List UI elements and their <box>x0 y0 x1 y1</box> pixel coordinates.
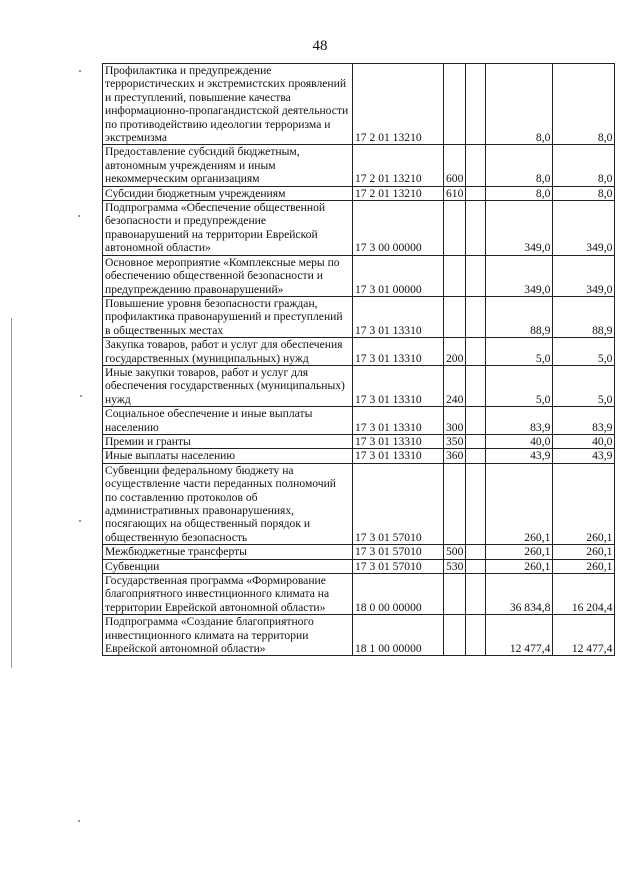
table-row <box>103 64 615 145</box>
target-code-cell: 17 3 01 57010 <box>353 545 444 559</box>
expense-type-cell: 350 <box>444 434 466 448</box>
expense-type-cell <box>444 615 466 656</box>
expense-type-cell: 300 <box>444 407 466 435</box>
amount-year1-cell: 88,9 <box>486 296 553 337</box>
empty-cell <box>466 545 486 559</box>
amount-year2-cell: 43,9 <box>553 449 615 463</box>
amount-year1-cell: 349,0 <box>486 201 553 256</box>
target-code-cell: 17 3 01 57010 <box>353 559 444 573</box>
row-name-cell: Премии и гранты <box>103 434 353 448</box>
scan-speck <box>78 820 80 822</box>
amount-year2-cell: 16 204,4 <box>553 574 615 615</box>
amount-year2-cell: 5,0 <box>553 338 615 366</box>
row-name-cell: Предоставление субсидий бюджетным, автономным учреждениям и иным некоммерческим организациям <box>103 145 353 186</box>
empty-cell <box>466 201 486 256</box>
empty-cell <box>466 463 486 544</box>
expense-type-cell <box>444 64 466 145</box>
expense-type-cell <box>444 574 466 615</box>
scan-speck <box>79 70 81 72</box>
table-row <box>103 365 615 406</box>
empty-cell <box>466 186 486 200</box>
target-code-cell: 17 2 01 13210 <box>353 145 444 186</box>
table-row <box>103 255 615 296</box>
amount-year1-cell: 260,1 <box>486 545 553 559</box>
amount-year2-cell: 260,1 <box>553 463 615 544</box>
target-code-cell: 18 1 00 00000 <box>353 615 444 656</box>
target-code-cell: 17 3 01 13310 <box>353 434 444 448</box>
amount-year2-cell: 349,0 <box>553 255 615 296</box>
table-row <box>103 296 615 337</box>
target-code-cell: 17 3 01 13310 <box>353 296 444 337</box>
amount-year1-cell: 8,0 <box>486 186 553 200</box>
expense-type-cell: 500 <box>444 545 466 559</box>
table-row <box>103 186 615 200</box>
row-name-cell: Профилактика и предупреждение террористических и экстремистских проявлений и преступлений, повышение качества информационно-пропагандистской деятельности по противодействию идеологии терроризма и экстремизма <box>103 64 353 145</box>
empty-cell <box>466 365 486 406</box>
empty-cell <box>466 64 486 145</box>
amount-year1-cell: 260,1 <box>486 463 553 544</box>
scan-speck <box>79 520 81 522</box>
amount-year2-cell: 8,0 <box>553 145 615 186</box>
table-row <box>103 559 615 573</box>
target-code-cell: 17 3 01 13310 <box>353 407 444 435</box>
amount-year1-cell: 83,9 <box>486 407 553 435</box>
expense-type-cell: 360 <box>444 449 466 463</box>
target-code-cell: 17 2 01 13210 <box>353 186 444 200</box>
row-name-cell: Субвенции <box>103 559 353 573</box>
target-code-cell: 17 3 01 13310 <box>353 365 444 406</box>
expense-type-cell <box>444 296 466 337</box>
empty-cell <box>466 434 486 448</box>
row-name-cell: Иные выплаты населению <box>103 449 353 463</box>
table-row <box>103 615 615 656</box>
target-code-cell: 17 3 00 00000 <box>353 201 444 256</box>
target-code-cell: 18 0 00 00000 <box>353 574 444 615</box>
table-row <box>103 463 615 544</box>
empty-cell <box>466 145 486 186</box>
expense-type-cell <box>444 463 466 544</box>
amount-year2-cell: 5,0 <box>553 365 615 406</box>
amount-year1-cell: 8,0 <box>486 145 553 186</box>
amount-year1-cell: 40,0 <box>486 434 553 448</box>
empty-cell <box>466 449 486 463</box>
empty-cell <box>466 296 486 337</box>
table-row <box>103 201 615 256</box>
row-name-cell: Повышение уровня безопасности граждан, профилактика правонарушений и преступлений в общественных местах <box>103 296 353 337</box>
amount-year1-cell: 260,1 <box>486 559 553 573</box>
table-row <box>103 407 615 435</box>
expense-type-cell: 200 <box>444 338 466 366</box>
expense-type-cell <box>444 201 466 256</box>
row-name-cell: Межбюджетные трансферты <box>103 545 353 559</box>
empty-cell <box>466 574 486 615</box>
amount-year1-cell: 8,0 <box>486 64 553 145</box>
row-name-cell: Иные закупки товаров, работ и услуг для обеспечения государственных (муниципальных) нужд <box>103 365 353 406</box>
table-row <box>103 145 615 186</box>
row-name-cell: Подпрограмма «Обеспечение общественной безопасности и предупреждение правонарушений на территории Еврейской автономной области» <box>103 201 353 256</box>
table-row <box>103 434 615 448</box>
row-name-cell: Социальное обеспечение и иные выплаты населению <box>103 407 353 435</box>
target-code-cell: 17 3 01 13310 <box>353 338 444 366</box>
amount-year2-cell: 88,9 <box>553 296 615 337</box>
amount-year1-cell: 43,9 <box>486 449 553 463</box>
target-code-cell: 17 3 01 00000 <box>353 255 444 296</box>
page-number: 48 <box>312 38 328 54</box>
amount-year1-cell: 12 477,4 <box>486 615 553 656</box>
budget-table <box>102 63 615 656</box>
amount-year2-cell: 12 477,4 <box>553 615 615 656</box>
amount-year1-cell: 349,0 <box>486 255 553 296</box>
empty-cell <box>466 559 486 573</box>
expense-type-cell: 240 <box>444 365 466 406</box>
table-row <box>103 574 615 615</box>
row-name-cell: Закупка товаров, работ и услуг для обеспечения государственных (муниципальных) нужд <box>103 338 353 366</box>
empty-cell <box>466 338 486 366</box>
amount-year2-cell: 260,1 <box>553 545 615 559</box>
expense-type-cell <box>444 255 466 296</box>
expense-type-cell: 530 <box>444 559 466 573</box>
amount-year1-cell: 5,0 <box>486 338 553 366</box>
table-row <box>103 338 615 366</box>
scan-edge-line <box>11 318 12 668</box>
target-code-cell: 17 3 01 13310 <box>353 449 444 463</box>
row-name-cell: Субвенции федеральному бюджету на осуществление части переданных полномочий по составлению протоколов об административных правонарушениях, посягающих на общественный порядок и общественную безопасность <box>103 463 353 544</box>
table-row <box>103 545 615 559</box>
empty-cell <box>466 255 486 296</box>
empty-cell <box>466 407 486 435</box>
target-code-cell: 17 2 01 13210 <box>353 64 444 145</box>
row-name-cell: Подпрограмма «Создание благоприятного инвестиционного климата на территории Еврейской автономной области» <box>103 615 353 656</box>
amount-year1-cell: 5,0 <box>486 365 553 406</box>
amount-year1-cell: 36 834,8 <box>486 574 553 615</box>
scan-speck <box>80 395 82 397</box>
target-code-cell: 17 3 01 57010 <box>353 463 444 544</box>
table-row <box>103 449 615 463</box>
row-name-cell: Основное мероприятие «Комплексные меры по обеспечению общественной безопасности и предупреждению правонарушений» <box>103 255 353 296</box>
expense-type-cell: 600 <box>444 145 466 186</box>
amount-year2-cell: 349,0 <box>553 201 615 256</box>
scan-speck <box>78 215 80 217</box>
amount-year2-cell: 260,1 <box>553 559 615 573</box>
amount-year2-cell: 40,0 <box>553 434 615 448</box>
amount-year2-cell: 83,9 <box>553 407 615 435</box>
expense-type-cell: 610 <box>444 186 466 200</box>
amount-year2-cell: 8,0 <box>553 186 615 200</box>
empty-cell <box>466 615 486 656</box>
row-name-cell: Государственная программа «Формирование благоприятного инвестиционного климата на территории Еврейской автономной области» <box>103 574 353 615</box>
row-name-cell: Субсидии бюджетным учреждениям <box>103 186 353 200</box>
amount-year2-cell: 8,0 <box>553 64 615 145</box>
